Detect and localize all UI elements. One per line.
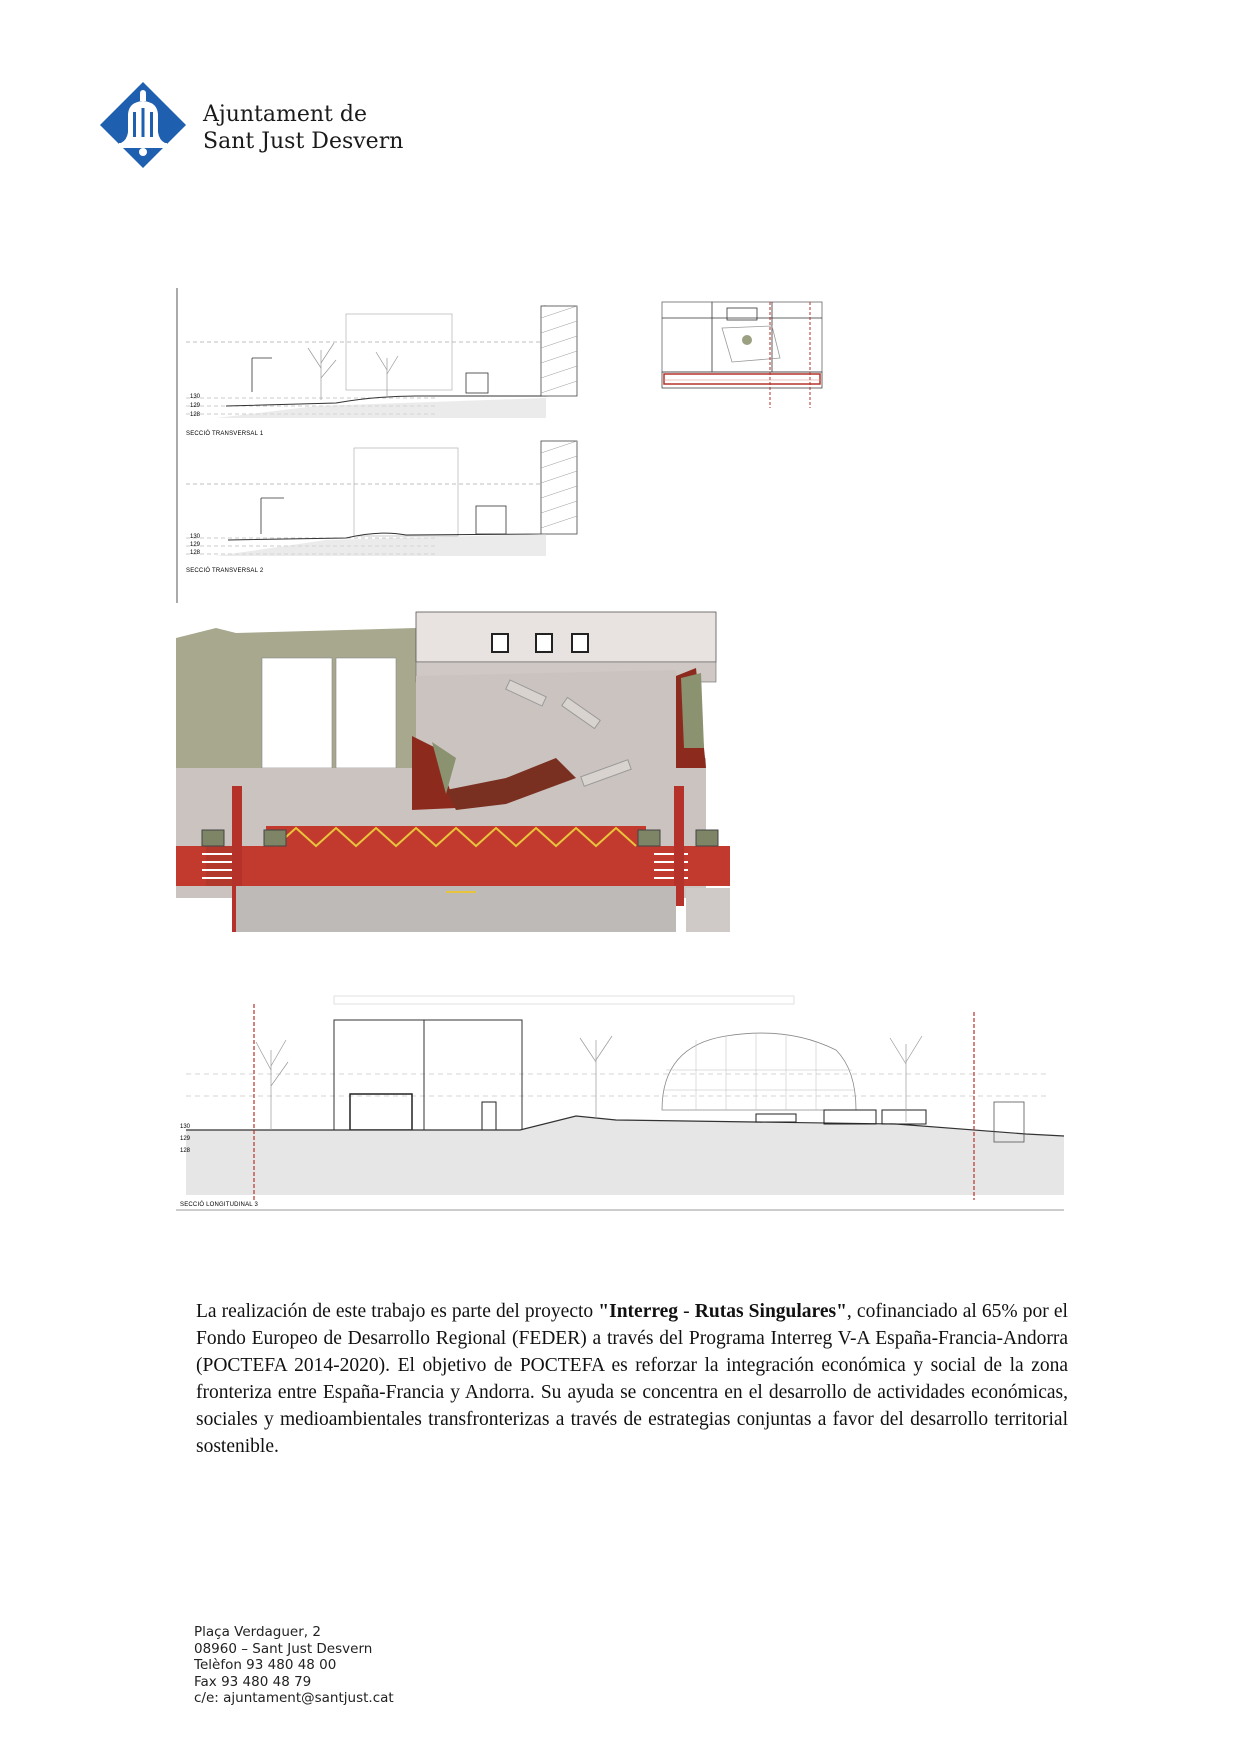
level-label: 130	[180, 1124, 191, 1130]
key-plan-drawing	[652, 298, 836, 408]
text-segment: , cofinanciado al 65% por el Fondo Europeo de Desarrollo Regional (FEDER) a través del Programa Interreg V-A España-Francia-Andorra (POCTEFA 2014-2020). El objetivo de POCTEFA es reforzar la integración económica y social de la zona fronteriza entre España-Francia y Andorra. Su ayuda se concentra en el desarrollo de actividades económicas, sociales y medioambientales transfronterizas a través de estrategias conjuntas a favor del desarrollo territorial sostenible.	[196, 1301, 1068, 1457]
funding-paragraph	[196, 1298, 1068, 1460]
level-label: 130	[190, 394, 201, 400]
project-name-bold: Rutas Singulares"	[694, 1301, 847, 1322]
level-label: 128	[180, 1148, 191, 1154]
section-2-label: SECCIÓ TRANSVERSAL 2	[186, 568, 264, 574]
footer-email[interactable]: c/e: ajuntament@santjust.cat	[194, 1690, 394, 1707]
transversal-sections-drawing	[176, 288, 612, 603]
footer-fax: Fax 93 480 48 79	[194, 1673, 312, 1690]
project-name-bold: "Interreg	[598, 1301, 679, 1322]
level-label: 129	[180, 1136, 191, 1142]
logo-line-1: Ajuntament de	[203, 102, 367, 127]
section-3-label: SECCIÓ LONGITUDINAL 3	[180, 1202, 258, 1208]
contact-footer	[194, 1624, 394, 1707]
level-label: 130	[190, 534, 201, 540]
site-plan-drawing	[176, 608, 730, 932]
section-1-label: SECCIÓ TRANSVERSAL 1	[186, 431, 264, 437]
text-segment: La realización de este trabajo es parte del proyecto	[196, 1301, 599, 1322]
level-label: 128	[190, 550, 201, 556]
bell-emblem-icon	[98, 80, 188, 170]
level-label: 129	[190, 542, 201, 548]
logo-line-2: Sant Just Desvern	[203, 129, 404, 154]
text-segment: -	[678, 1301, 695, 1322]
municipal-logo	[98, 80, 188, 170]
footer-phone: Telèfon 93 480 48 00	[194, 1657, 337, 1674]
longitudinal-section-drawing	[176, 990, 1064, 1222]
level-label: 128	[190, 412, 201, 418]
logo-text	[203, 103, 403, 154]
funding-text	[196, 1298, 1068, 1460]
footer-postal: 08960 – Sant Just Desvern	[194, 1640, 373, 1657]
footer-address: Plaça Verdaguer, 2	[194, 1624, 321, 1640]
level-label: 129	[190, 403, 201, 409]
